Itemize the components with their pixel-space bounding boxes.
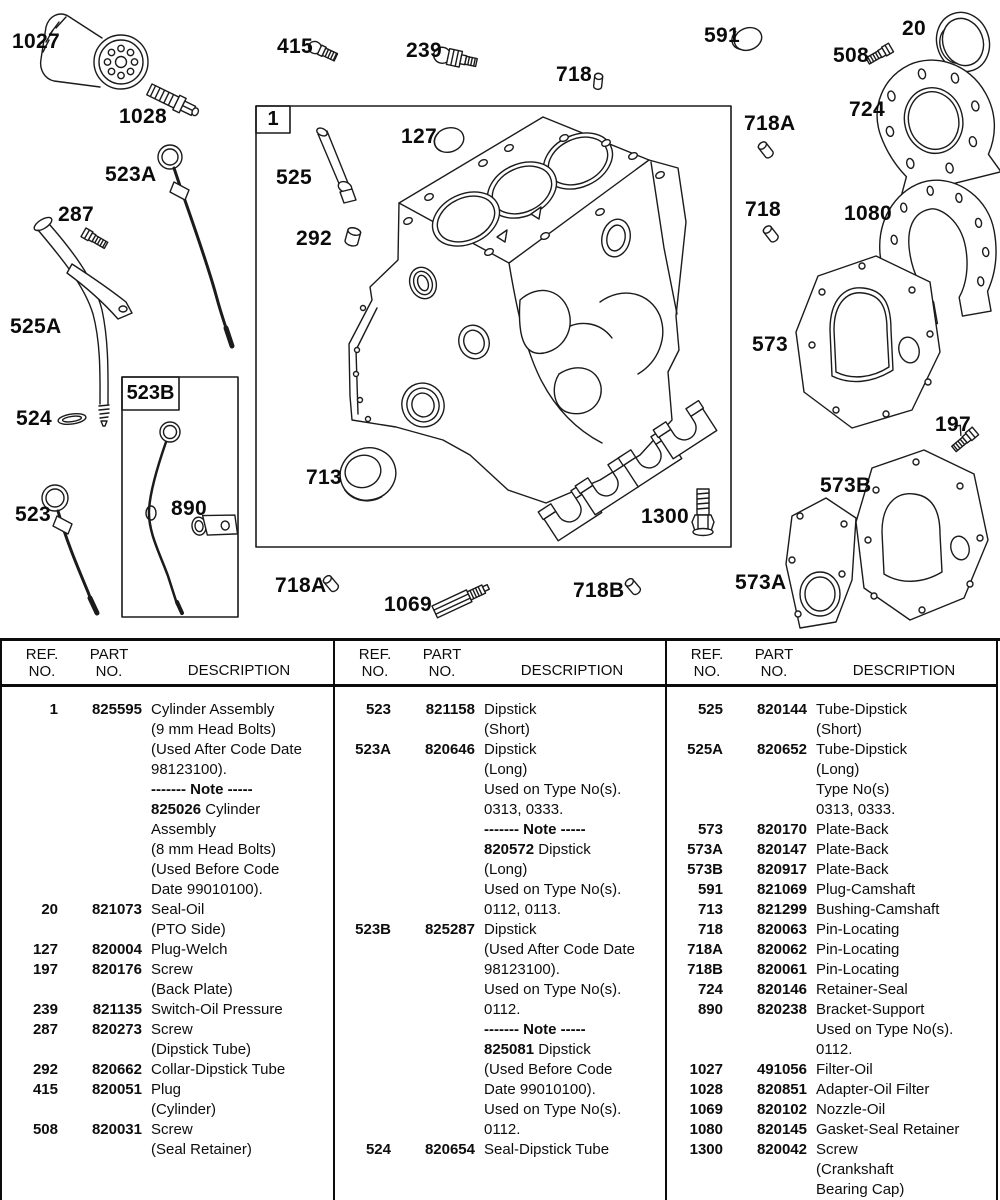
part-no: 820031 <box>91 1121 142 1138</box>
ref-no: 724 <box>697 981 723 998</box>
table-row <box>2 1080 333 1120</box>
part-no: 820004 <box>91 941 142 958</box>
part-no: 820061 <box>756 961 807 978</box>
table-row <box>667 840 996 860</box>
table-row <box>2 940 333 960</box>
callout-718-top: 718 <box>556 63 592 86</box>
part-no: 821069 <box>756 881 807 898</box>
part-no: 820654 <box>424 1141 475 1158</box>
table-row <box>667 940 996 960</box>
table-row <box>2 960 333 1000</box>
ref-no: 292 <box>32 1061 58 1078</box>
part-no: 825287 <box>424 921 475 938</box>
description: Plug-Camshaft <box>816 881 916 898</box>
description: Pin-Locating <box>816 921 900 938</box>
table-row <box>667 860 996 880</box>
callout-591: 591 <box>704 24 740 47</box>
ref-no: 287 <box>32 1021 58 1038</box>
table-row <box>667 700 996 740</box>
callout-718-right: 718 <box>745 198 781 221</box>
callout-524: 524 <box>16 407 52 430</box>
ref-no: 573A <box>687 841 723 858</box>
callout-239: 239 <box>406 39 442 62</box>
description: Pin-Locating <box>816 961 900 978</box>
callout-415: 415 <box>277 35 313 58</box>
callout-197: 197 <box>935 413 971 436</box>
callout-20: 20 <box>902 17 926 40</box>
part-no: 820652 <box>756 741 807 758</box>
callout-292: 292 <box>296 227 332 250</box>
table-row <box>2 1020 333 1060</box>
part-no: 820051 <box>91 1081 142 1098</box>
parts-table <box>0 638 1000 1200</box>
part-no: 820042 <box>756 1141 807 1158</box>
table-border-right <box>996 641 998 1200</box>
ref-no: 1028 <box>689 1081 723 1098</box>
header-description: DESCRIPTION <box>520 662 624 679</box>
part-no: 820146 <box>756 981 807 998</box>
description: Plate-Back <box>816 821 889 838</box>
header-ref-no: REF. NO. <box>25 646 59 680</box>
description: Bushing-Camshaft <box>816 901 940 918</box>
table-header <box>667 641 996 687</box>
table-row <box>667 1080 996 1100</box>
table-row <box>2 1120 333 1160</box>
callout-573a: 573A <box>735 571 787 594</box>
ref-no: 523 <box>365 701 391 718</box>
box1-label: 1 <box>267 108 279 130</box>
description: Switch-Oil Pressure <box>151 1001 283 1018</box>
ref-no: 718B <box>687 961 723 978</box>
header-part-no: PART NO. <box>422 646 462 680</box>
callout-523a: 523A <box>105 163 157 186</box>
ref-no: 127 <box>32 941 58 958</box>
description: Adapter-Oil Filter <box>816 1081 930 1098</box>
description: Seal-Oil (PTO Side) <box>151 901 226 938</box>
callout-525a: 525A <box>10 315 62 338</box>
description: Plate-Back <box>816 861 889 878</box>
callout-573b: 573B <box>820 474 872 497</box>
table-row <box>2 1000 333 1020</box>
table-rows <box>2 687 333 1160</box>
ref-no: 524 <box>365 1141 391 1158</box>
callout-1300: 1300 <box>641 505 689 528</box>
ref-no: 1300 <box>689 1141 723 1158</box>
table-row <box>335 740 665 920</box>
parts-column-3 <box>667 641 996 1200</box>
ref-no: 1 <box>49 701 58 718</box>
part-no: 820273 <box>91 1021 142 1038</box>
description: Bracket-Support Used on Type No(s). 0112. <box>816 1001 954 1058</box>
ref-no: 239 <box>32 1001 58 1018</box>
part-no: 820062 <box>756 941 807 958</box>
parts-column-2 <box>335 641 665 1200</box>
table-row <box>335 700 665 740</box>
parts-column-1 <box>2 641 333 1200</box>
box523b-label: 523B <box>126 382 175 404</box>
header-description: DESCRIPTION <box>852 662 956 679</box>
part-no: 820102 <box>756 1101 807 1118</box>
description: Pin-Locating <box>816 941 900 958</box>
callout-718a-bottom: 718A <box>275 574 327 597</box>
table-row <box>2 700 333 900</box>
description: Filter-Oil <box>816 1061 873 1078</box>
ref-no: 591 <box>697 881 723 898</box>
table-row <box>335 920 665 1140</box>
callout-1027: 1027 <box>12 30 60 53</box>
description: Collar-Dipstick Tube <box>151 1061 286 1078</box>
ref-no: 523A <box>355 741 391 758</box>
callout-1028: 1028 <box>119 105 167 128</box>
part-no: 820144 <box>756 701 807 718</box>
table-row <box>667 740 996 820</box>
ref-no: 573B <box>687 861 723 878</box>
description: Nozzle-Oil <box>816 1101 886 1118</box>
ref-no: 508 <box>32 1121 58 1138</box>
ref-no: 718A <box>687 941 723 958</box>
part-no: 821135 <box>92 1001 142 1018</box>
description: Screw (Seal Retainer) <box>151 1121 252 1158</box>
callout-1069: 1069 <box>384 593 432 616</box>
description: Screw (Back Plate) <box>151 961 233 998</box>
table-header <box>2 641 333 687</box>
part-no: 820917 <box>756 861 807 878</box>
header-part-no: PART NO. <box>89 646 129 680</box>
ref-no: 20 <box>41 901 58 918</box>
callout-508: 508 <box>833 44 869 67</box>
description: Dipstick (Long) Used on Type No(s). 0313, 0333. ------- Note ----- 820572 Dipstick (Long) Used on Type No(s). 0112, 0113. <box>484 741 622 918</box>
callout-573: 573 <box>752 333 788 356</box>
part-no: 820147 <box>756 841 807 858</box>
callout-525: 525 <box>276 166 312 189</box>
ref-no: 573 <box>697 821 723 838</box>
part-no: 820176 <box>91 961 142 978</box>
description: Plug (Cylinder) <box>151 1081 217 1118</box>
part-no: 491056 <box>756 1061 807 1078</box>
header-ref-no: REF. NO. <box>690 646 724 680</box>
callout-718b: 718B <box>573 579 625 602</box>
table-row <box>2 1060 333 1080</box>
description: Seal-Dipstick Tube <box>484 1141 610 1158</box>
callout-127: 127 <box>401 125 437 148</box>
ref-no: 1080 <box>689 1121 723 1138</box>
callout-713: 713 <box>306 466 342 489</box>
ref-no: 718 <box>697 921 723 938</box>
table-row <box>667 1120 996 1140</box>
description: Gasket-Seal Retainer <box>816 1121 960 1138</box>
table-row <box>667 1000 996 1060</box>
table-row <box>667 1100 996 1120</box>
table-row <box>667 1140 996 1200</box>
part-no: 821158 <box>425 701 475 718</box>
ref-no: 713 <box>697 901 723 918</box>
table-row <box>667 820 996 840</box>
table-rows <box>667 687 996 1200</box>
description: Screw (Crankshaft Bearing Cap) <box>816 1141 905 1198</box>
callout-890: 890 <box>171 497 207 520</box>
part-no: 820170 <box>756 821 807 838</box>
table-row <box>2 900 333 940</box>
table-row <box>667 960 996 980</box>
description: Tube-Dipstick (Short) <box>816 701 908 738</box>
part-no: 820063 <box>756 921 807 938</box>
ref-no: 415 <box>32 1081 58 1098</box>
part-no: 821073 <box>91 901 142 918</box>
ref-no: 890 <box>697 1001 723 1018</box>
description: Dipstick (Used After Code Date 98123100). Used on Type No(s). 0112. ------- Note ----- 825081 Dipstick (Used Before Code Date 99010100). Used on Type No(s). 0112. <box>484 921 635 1138</box>
callout-287: 287 <box>58 203 94 226</box>
part-no: 820145 <box>756 1121 807 1138</box>
callout-724: 724 <box>849 98 885 121</box>
description: Retainer-Seal <box>816 981 908 998</box>
ref-no: 525A <box>687 741 723 758</box>
description: Tube-Dipstick (Long) Type No(s) 0313, 0333. <box>816 741 908 818</box>
header-part-no: PART NO. <box>754 646 794 680</box>
header-ref-no: REF. NO. <box>358 646 392 680</box>
description: Plate-Back <box>816 841 889 858</box>
part-no: 820851 <box>756 1081 807 1098</box>
description: Dipstick (Short) <box>484 701 537 738</box>
description: Screw (Dipstick Tube) <box>151 1021 252 1058</box>
ref-no: 197 <box>32 961 58 978</box>
part-no: 821299 <box>756 901 807 918</box>
ref-no: 523B <box>355 921 391 938</box>
table-row <box>667 980 996 1000</box>
callout-523: 523 <box>15 503 51 526</box>
part-no: 820646 <box>424 741 475 758</box>
table-row <box>667 920 996 940</box>
table-row <box>667 1060 996 1080</box>
header-description: DESCRIPTION <box>187 662 291 679</box>
description: Cylinder Assembly (9 mm Head Bolts) (Used After Code Date 98123100). ------- Note ----- 825026 Cylinder Assembly (8 mm Head Bolts) (Used Before Code Date 99010100). <box>151 701 302 898</box>
table-rows <box>335 687 665 1160</box>
part-no: 825595 <box>91 701 142 718</box>
ref-no: 525 <box>697 701 723 718</box>
callout-718a-right: 718A <box>744 112 796 135</box>
ref-no: 1027 <box>689 1061 723 1078</box>
table-row <box>667 880 996 900</box>
part-no: 820662 <box>91 1061 142 1078</box>
table-header <box>335 641 665 687</box>
table-row <box>335 1140 665 1160</box>
ref-no: 1069 <box>689 1101 723 1118</box>
description: Plug-Welch <box>151 941 228 958</box>
table-row <box>667 900 996 920</box>
callout-1080: 1080 <box>844 202 892 225</box>
part-no: 820238 <box>756 1001 807 1018</box>
